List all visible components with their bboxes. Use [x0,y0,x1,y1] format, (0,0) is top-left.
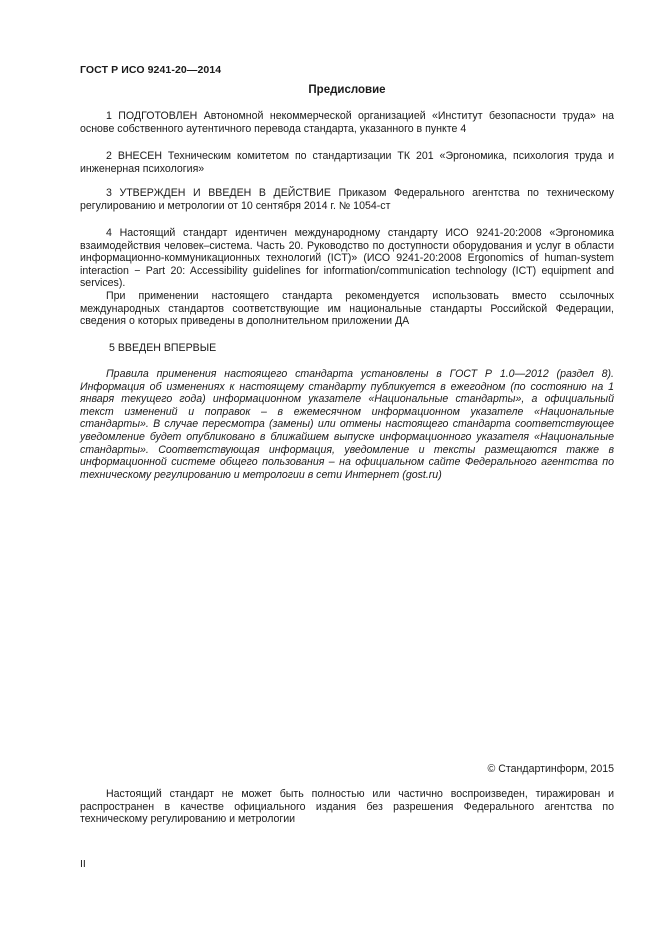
page-title: Предисловие [308,84,386,96]
section-3 [80,187,614,212]
section-3-text: 3 УТВЕРЖДЕН И ВВЕДЕН В ДЕЙСТВИЕ Приказом Федерального агентства по техническому регулированию и метрологии от 10 сентября 2014 г. № 1054-ст [80,187,614,212]
legal-notice-text: Настоящий стандарт не может быть полностью или частично воспроизведен, тиражирован и распространен в качестве официального издания без разрешения Федерального агентства по техническому регулированию и метрологии [80,788,614,826]
section-4 [80,227,614,328]
section-4-note: При применении настоящего стандарта рекомендуется использовать вместо ссылочных международных стандартов соответствующие им национальные стандарты Российской Федерации, сведения о которых приведены в дополнительном приложении ДА [80,289,614,328]
section-2-text: 2 ВНЕСЕН Техническим комитетом по стандартизации ТК 201 «Эргономика, психология труда и инженерная психология» [80,150,614,175]
application-rules-note [80,368,614,481]
section-1 [80,110,614,135]
copyright-line: © Стандартинформ, 2015 [487,763,614,775]
application-rules-text: Правила применения настоящего стандарта установлены в ГОСТ Р 1.0—2012 (раздел 8). Информация об изменениях к настоящему стандарту публикуется в ежегодном (по состоянию на 1 января текущего года) информационном указателе «Национальные стандарты», а официальный текст изменений и поправок – в ежемесячном информационном указателе «Национальные стандарты». В случае пересмотра (замены) или отмены настоящего стандарта соответствующее уведомление будет опубликовано в ближайшем выпуске информационного указателя «Национальные стандарты». Соответствующая информация, уведомление и тексты размещаются также в информационной системе общего пользования – на официальном сайте Федерального агентства по техническому регулированию и метрологии в сети Интернет (gost.ru) [80,368,614,481]
section-1-text: 1 ПОДГОТОВЛЕН Автономной некоммерческой организацией «Институт безопасности труда» на основе собственного аутентичного перевода стандарта, указанного в пункте 4 [80,110,614,135]
legal-notice [80,788,614,826]
standard-code-header: ГОСТ Р ИСО 9241-20—2014 [80,64,222,76]
section-2 [80,150,614,175]
page-number: II [80,858,86,870]
section-4-text: 4 Настоящий стандарт идентичен международному стандарту ИСО 9241-20:2008 «Эргономика взаимодействия человек–система. Часть 20. Руководство по доступности оборудования и услуг в области информационно-коммуникационных технологий (ICT)» (ИСО 9241-20:2008 Ergonomics of human-system interaction − Part 20: Accessibility guidelines for information/communication technology (ICT) equipment and services). [80,227,614,290]
section-5 [80,342,614,355]
section-5-text: 5 ВВЕДЕН ВПЕРВЫЕ [109,342,217,354]
